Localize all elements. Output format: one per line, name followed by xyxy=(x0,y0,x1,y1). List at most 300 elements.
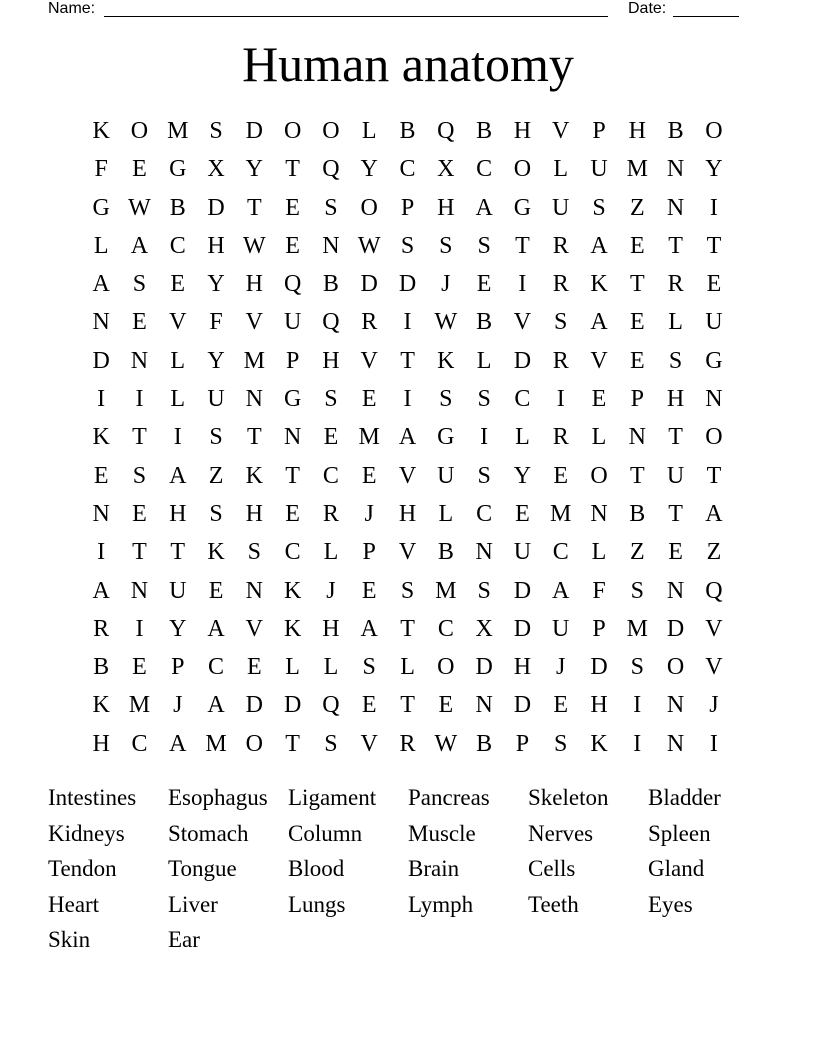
grid-letter: K xyxy=(92,118,110,144)
letter-grid xyxy=(82,112,733,763)
grid-letter: W xyxy=(128,194,151,221)
grid-letter: G xyxy=(169,156,187,183)
grid-letter: U xyxy=(513,539,532,566)
grid-row xyxy=(82,686,733,724)
grid-letter: D xyxy=(283,692,302,719)
grid-letter: P xyxy=(171,654,185,681)
grid-letter: N xyxy=(590,500,608,527)
grid-letter: T xyxy=(285,462,300,489)
grid-letter: E xyxy=(132,309,147,336)
grid-letter: L xyxy=(323,654,339,681)
grid-letter: M xyxy=(167,118,189,144)
grid-letter: X xyxy=(207,156,225,183)
grid-letter: A xyxy=(130,232,149,259)
grid-letter: J xyxy=(326,577,336,604)
word-list-item: Tongue xyxy=(168,856,237,881)
grid-letter: X xyxy=(475,615,493,642)
grid-letter: N xyxy=(475,539,493,566)
grid-letter: L xyxy=(285,654,300,681)
grid-row xyxy=(82,303,733,341)
grid-letter: E xyxy=(285,500,300,527)
grid-letter: O xyxy=(130,118,149,144)
grid-letter: U xyxy=(283,309,302,336)
grid-letter: V xyxy=(705,615,723,642)
grid-letter: U xyxy=(666,462,685,489)
grid-letter: R xyxy=(552,271,569,298)
grid-letter: V xyxy=(245,309,263,336)
grid-letter: F xyxy=(592,577,606,604)
grid-letter: V xyxy=(360,730,378,757)
grid-letter: A xyxy=(169,462,187,489)
grid-letter: H xyxy=(666,386,685,413)
grid-letter: S xyxy=(324,730,338,757)
grid-letter: L xyxy=(170,386,186,413)
grid-letter: L xyxy=(591,539,607,566)
grid-letter: H xyxy=(398,500,417,527)
grid-letter: I xyxy=(173,424,182,451)
grid-letter: P xyxy=(400,194,415,221)
grid-letter: U xyxy=(705,309,723,336)
grid-row xyxy=(82,572,733,610)
grid-letter: L xyxy=(668,309,683,336)
grid-letter: Y xyxy=(245,156,263,183)
grid-letter: T xyxy=(515,232,530,259)
grid-letter: E xyxy=(515,500,530,527)
grid-letter: L xyxy=(323,539,339,566)
grid-row xyxy=(82,342,733,380)
grid-letter: V xyxy=(245,615,263,642)
grid-letter: Y xyxy=(705,156,723,183)
grid-letter: D xyxy=(92,347,110,374)
grid-letter: N xyxy=(92,309,110,336)
grid-letter: L xyxy=(93,232,109,259)
grid-letter: C xyxy=(476,500,493,527)
grid-letter: W xyxy=(434,309,458,336)
grid-letter: M xyxy=(626,615,648,642)
grid-letter: V xyxy=(398,539,417,566)
grid-letter: D xyxy=(666,615,685,642)
grid-letter: J xyxy=(709,692,719,719)
grid-letter: A xyxy=(207,692,225,719)
grid-letter: E xyxy=(629,309,645,336)
grid-letter: Y xyxy=(169,615,187,642)
grid-letter: V xyxy=(398,462,417,489)
grid-letter: B xyxy=(667,118,684,144)
date-label: Date: xyxy=(628,0,667,17)
grid-row xyxy=(82,648,733,686)
grid-letter: H xyxy=(513,654,532,681)
grid-letter: A xyxy=(590,232,608,259)
grid-letter: K xyxy=(207,539,225,566)
grid-letter: P xyxy=(592,118,606,144)
grid-letter: T xyxy=(247,194,262,221)
grid-row xyxy=(82,150,733,188)
word-list-item: Heart xyxy=(48,891,100,917)
word-list-item: Skeleton xyxy=(528,785,609,810)
grid-letter: B xyxy=(476,730,493,757)
grid-letter: N xyxy=(130,347,149,374)
grid-letter: H xyxy=(590,692,608,719)
grid-letter: O xyxy=(590,462,608,489)
grid-row xyxy=(82,418,733,456)
grid-letter: H xyxy=(169,500,187,527)
grid-letter: R xyxy=(322,500,339,527)
grid-letter: K xyxy=(437,347,455,374)
grid-letter: Y xyxy=(207,271,225,298)
word-list-item: Blood xyxy=(288,856,345,881)
grid-letter: I xyxy=(709,194,718,221)
grid-letter: Q xyxy=(322,692,340,719)
grid-letter: R xyxy=(552,424,569,451)
grid-letter: U xyxy=(207,386,225,413)
word-list-item: Ear xyxy=(168,927,200,952)
grid-letter: K xyxy=(590,271,608,298)
grid-letter: C xyxy=(476,156,493,183)
grid-letter: Z xyxy=(208,462,224,489)
grid-letter: H xyxy=(322,347,340,374)
grid-letter: V xyxy=(705,654,723,681)
grid-letter: D xyxy=(245,692,263,719)
grid-letter: N xyxy=(245,577,263,604)
grid-row xyxy=(82,189,733,227)
grid-letter: N xyxy=(130,577,149,604)
grid-letter: R xyxy=(552,232,569,259)
grid-letter: C xyxy=(169,232,186,259)
grid-letter: P xyxy=(362,539,376,566)
grid-letter: E xyxy=(93,462,109,489)
word-list-item: Liver xyxy=(168,891,218,917)
grid-letter: P xyxy=(630,386,644,413)
grid-letter: P xyxy=(592,615,606,642)
grid-letter: A xyxy=(360,615,378,642)
grid-letter: S xyxy=(554,730,568,757)
word-list-item: Cells xyxy=(528,856,576,881)
grid-letter: E xyxy=(323,424,339,451)
grid-letter: O xyxy=(283,118,302,144)
word-list-item: Eyes xyxy=(648,891,693,917)
grid-letter: S xyxy=(324,194,338,221)
grid-letter: A xyxy=(92,577,110,604)
grid-letter: E xyxy=(361,692,377,719)
grid-letter: S xyxy=(477,232,491,259)
grid-letter: T xyxy=(285,156,300,183)
grid-letter: D xyxy=(207,194,225,221)
grid-letter: S xyxy=(439,386,453,413)
grid-letter: U xyxy=(169,577,187,604)
word-list-item: Gland xyxy=(648,856,705,881)
grid-letter: E xyxy=(629,347,645,374)
word-list xyxy=(48,780,768,958)
grid-letter: T xyxy=(668,424,683,451)
word-list-item: Tendon xyxy=(48,856,117,881)
grid-letter: N xyxy=(666,692,685,719)
grid-letter: Q xyxy=(283,271,302,298)
grid-letter: H xyxy=(513,118,532,144)
grid-letter: L xyxy=(515,424,530,451)
grid-letter: S xyxy=(554,309,568,336)
grid-letter: I xyxy=(709,730,718,757)
grid-letter: N xyxy=(475,692,493,719)
grid-letter: T xyxy=(247,424,262,451)
grid-letter: T xyxy=(400,347,415,374)
word-list-item: Skin xyxy=(48,927,91,952)
grid-letter: O xyxy=(245,730,263,757)
grid-letter: Z xyxy=(629,194,645,221)
grid-letter: G xyxy=(437,424,455,451)
grid-letter: C xyxy=(208,654,225,681)
grid-letter: E xyxy=(629,232,645,259)
grid-letter: D xyxy=(513,347,532,374)
grid-letter: H xyxy=(322,615,340,642)
grid-letter: N xyxy=(666,577,685,604)
grid-letter: T xyxy=(400,692,415,719)
grid-letter: R xyxy=(399,730,416,757)
grid-letter: D xyxy=(398,271,417,298)
grid-letter: I xyxy=(97,386,106,413)
grid-letter: I xyxy=(403,386,412,413)
grid-letter: D xyxy=(245,118,263,144)
grid-letter: M xyxy=(550,500,572,527)
grid-letter: E xyxy=(553,692,569,719)
grid-letter: F xyxy=(94,156,108,183)
grid-letter: P xyxy=(515,730,530,757)
grid-letter: T xyxy=(170,539,186,566)
grid-letter: G xyxy=(92,194,110,221)
grid-letter: L xyxy=(438,500,454,527)
grid-letter: C xyxy=(437,615,454,642)
grid-letter: I xyxy=(556,386,565,413)
grid-letter: D xyxy=(360,271,378,298)
grid-letter: G xyxy=(705,347,723,374)
grid-letter: I xyxy=(480,424,489,451)
grid-letter: G xyxy=(513,194,532,221)
grid-letter: E xyxy=(668,539,683,566)
grid-letter: B xyxy=(322,271,339,298)
grid-letter: B xyxy=(399,118,416,144)
word-list-item: Ligament xyxy=(288,785,377,810)
grid-letter: S xyxy=(439,232,453,259)
grid-letter: Q xyxy=(437,118,455,144)
grid-letter: E xyxy=(132,654,147,681)
grid-letter: T xyxy=(629,271,645,298)
grid-letter: A xyxy=(207,615,225,642)
grid-letter: D xyxy=(475,654,493,681)
grid-letter: T xyxy=(132,424,147,451)
grid-letter: A xyxy=(169,730,187,757)
grid-letter: E xyxy=(132,500,147,527)
grid-letter: E xyxy=(132,156,147,183)
grid-letter: M xyxy=(128,692,151,719)
grid-letter: E xyxy=(170,271,186,298)
grid-letter: S xyxy=(209,500,223,527)
grid-letter: S xyxy=(132,271,147,298)
grid-letter: H xyxy=(92,730,110,757)
word-list-item: Stomach xyxy=(168,820,249,846)
grid-letter: E xyxy=(706,271,722,298)
grid-letter: L xyxy=(361,118,377,144)
grid-row xyxy=(82,533,733,571)
grid-letter: H xyxy=(437,194,455,221)
grid-letter: E xyxy=(438,692,454,719)
grid-letter: O xyxy=(513,156,532,183)
grid-letter: Q xyxy=(322,309,340,336)
grid-letter: U xyxy=(552,615,570,642)
grid-letter: V xyxy=(590,347,608,374)
grid-letter: S xyxy=(209,424,223,451)
grid-row xyxy=(82,495,733,533)
word-list-item: Teeth xyxy=(528,891,579,917)
grid-letter: J xyxy=(173,692,183,719)
grid-letter: T xyxy=(629,462,645,489)
grid-letter: J xyxy=(441,271,451,298)
grid-letter: I xyxy=(633,730,642,757)
worksheet-header xyxy=(48,0,748,20)
grid-letter: S xyxy=(477,462,491,489)
word-list-item: Kidneys xyxy=(48,820,125,846)
grid-letter: R xyxy=(361,309,378,336)
grid-letter: C xyxy=(131,730,148,757)
grid-letter: B xyxy=(476,118,493,144)
grid-letter: M xyxy=(626,156,648,183)
grid-letter: C xyxy=(514,386,531,413)
grid-letter: N xyxy=(245,386,263,413)
grid-letter: I xyxy=(633,692,642,719)
grid-letter: R xyxy=(93,615,110,642)
grid-letter: E xyxy=(591,386,607,413)
grid-row xyxy=(82,380,733,418)
grid-letter: M xyxy=(435,577,457,604)
grid-letter: I xyxy=(518,271,527,298)
grid-letter: E xyxy=(361,577,377,604)
grid-letter: H xyxy=(245,500,263,527)
grid-letter: T xyxy=(132,539,147,566)
grid-letter: T xyxy=(400,615,415,642)
grid-row xyxy=(82,112,733,150)
word-list-item: Spleen xyxy=(648,820,711,846)
grid-letter: D xyxy=(590,654,608,681)
grid-letter: Y xyxy=(513,462,532,489)
grid-letter: E xyxy=(361,462,377,489)
grid-letter: N xyxy=(666,730,685,757)
grid-letter: O xyxy=(705,118,723,144)
grid-letter: C xyxy=(284,539,301,566)
grid-letter: O xyxy=(322,118,340,144)
grid-letter: L xyxy=(553,156,569,183)
grid-letter: T xyxy=(668,232,683,259)
grid-letter: I xyxy=(403,309,412,336)
grid-row xyxy=(82,610,733,648)
grid-letter: T xyxy=(285,730,300,757)
grid-letter: M xyxy=(358,424,380,451)
grid-letter: R xyxy=(552,347,569,374)
grid-letter: E xyxy=(208,577,224,604)
grid-letter: B xyxy=(93,654,110,681)
grid-letter: L xyxy=(591,424,607,451)
grid-letter: C xyxy=(552,539,569,566)
grid-letter: K xyxy=(590,730,608,757)
grid-letter: O xyxy=(705,424,723,451)
grid-letter: O xyxy=(666,654,685,681)
grid-letter: E xyxy=(476,271,492,298)
word-list-item: Bladder xyxy=(648,785,721,810)
grid-letter: V xyxy=(169,309,187,336)
grid-letter: C xyxy=(399,156,416,183)
grid-letter: S xyxy=(400,577,415,604)
grid-letter: J xyxy=(556,654,566,681)
grid-letter: D xyxy=(513,615,532,642)
grid-letter: S xyxy=(132,462,147,489)
grid-letter: E xyxy=(553,462,569,489)
grid-letter: H xyxy=(628,118,646,144)
grid-letter: S xyxy=(362,654,376,681)
word-list-item: Esophagus xyxy=(168,785,268,810)
word-list-item: Column xyxy=(288,820,363,846)
grid-letter: Q xyxy=(322,156,340,183)
grid-letter: A xyxy=(552,577,570,604)
grid-letter: S xyxy=(209,118,223,144)
grid-letter: S xyxy=(324,386,338,413)
grid-letter: S xyxy=(630,577,644,604)
grid-letter: S xyxy=(477,577,491,604)
grid-letter: E xyxy=(247,654,262,681)
grid-letter: O xyxy=(437,654,455,681)
grid-letter: B xyxy=(476,309,493,336)
name-label: Name: xyxy=(48,0,96,17)
grid-letter: K xyxy=(245,462,263,489)
word-list-item: Nerves xyxy=(528,820,594,846)
grid-letter: T xyxy=(706,462,722,489)
grid-letter: W xyxy=(243,232,266,259)
grid-letter: E xyxy=(285,232,300,259)
grid-letter: S xyxy=(668,347,683,374)
grid-letter: K xyxy=(283,615,302,642)
grid-letter: S xyxy=(477,386,491,413)
grid-letter: A xyxy=(92,271,110,298)
grid-letter: S xyxy=(247,539,262,566)
grid-letter: G xyxy=(283,386,302,413)
grid-letter: N xyxy=(322,232,340,259)
grid-letter: Y xyxy=(360,156,378,183)
grid-letter: F xyxy=(209,309,223,336)
grid-letter: L xyxy=(476,347,492,374)
grid-letter: V xyxy=(513,309,532,336)
grid-row xyxy=(82,265,733,303)
grid-row xyxy=(82,725,733,763)
grid-letter: E xyxy=(285,194,300,221)
grid-letter: R xyxy=(667,271,684,298)
grid-letter: L xyxy=(400,654,415,681)
grid-letter: K xyxy=(92,692,110,719)
grid-letter: I xyxy=(97,539,106,566)
grid-letter: N xyxy=(92,500,110,527)
grid-letter: A xyxy=(398,424,417,451)
grid-letter: B xyxy=(629,500,646,527)
word-list-item: Pancreas xyxy=(408,785,490,810)
grid-letter: H xyxy=(207,232,225,259)
grid-letter: W xyxy=(357,232,381,259)
grid-letter: N xyxy=(283,424,302,451)
grid-letter: M xyxy=(243,347,265,374)
grid-letter: A xyxy=(475,194,493,221)
grid-letter: B xyxy=(169,194,186,221)
grid-letter: M xyxy=(205,730,227,757)
word-list-item: Brain xyxy=(408,856,460,881)
grid-letter: U xyxy=(590,156,608,183)
grid-letter: N xyxy=(666,156,685,183)
grid-letter: D xyxy=(513,692,532,719)
grid-letter: N xyxy=(666,194,685,221)
grid-letter: Q xyxy=(705,577,723,604)
